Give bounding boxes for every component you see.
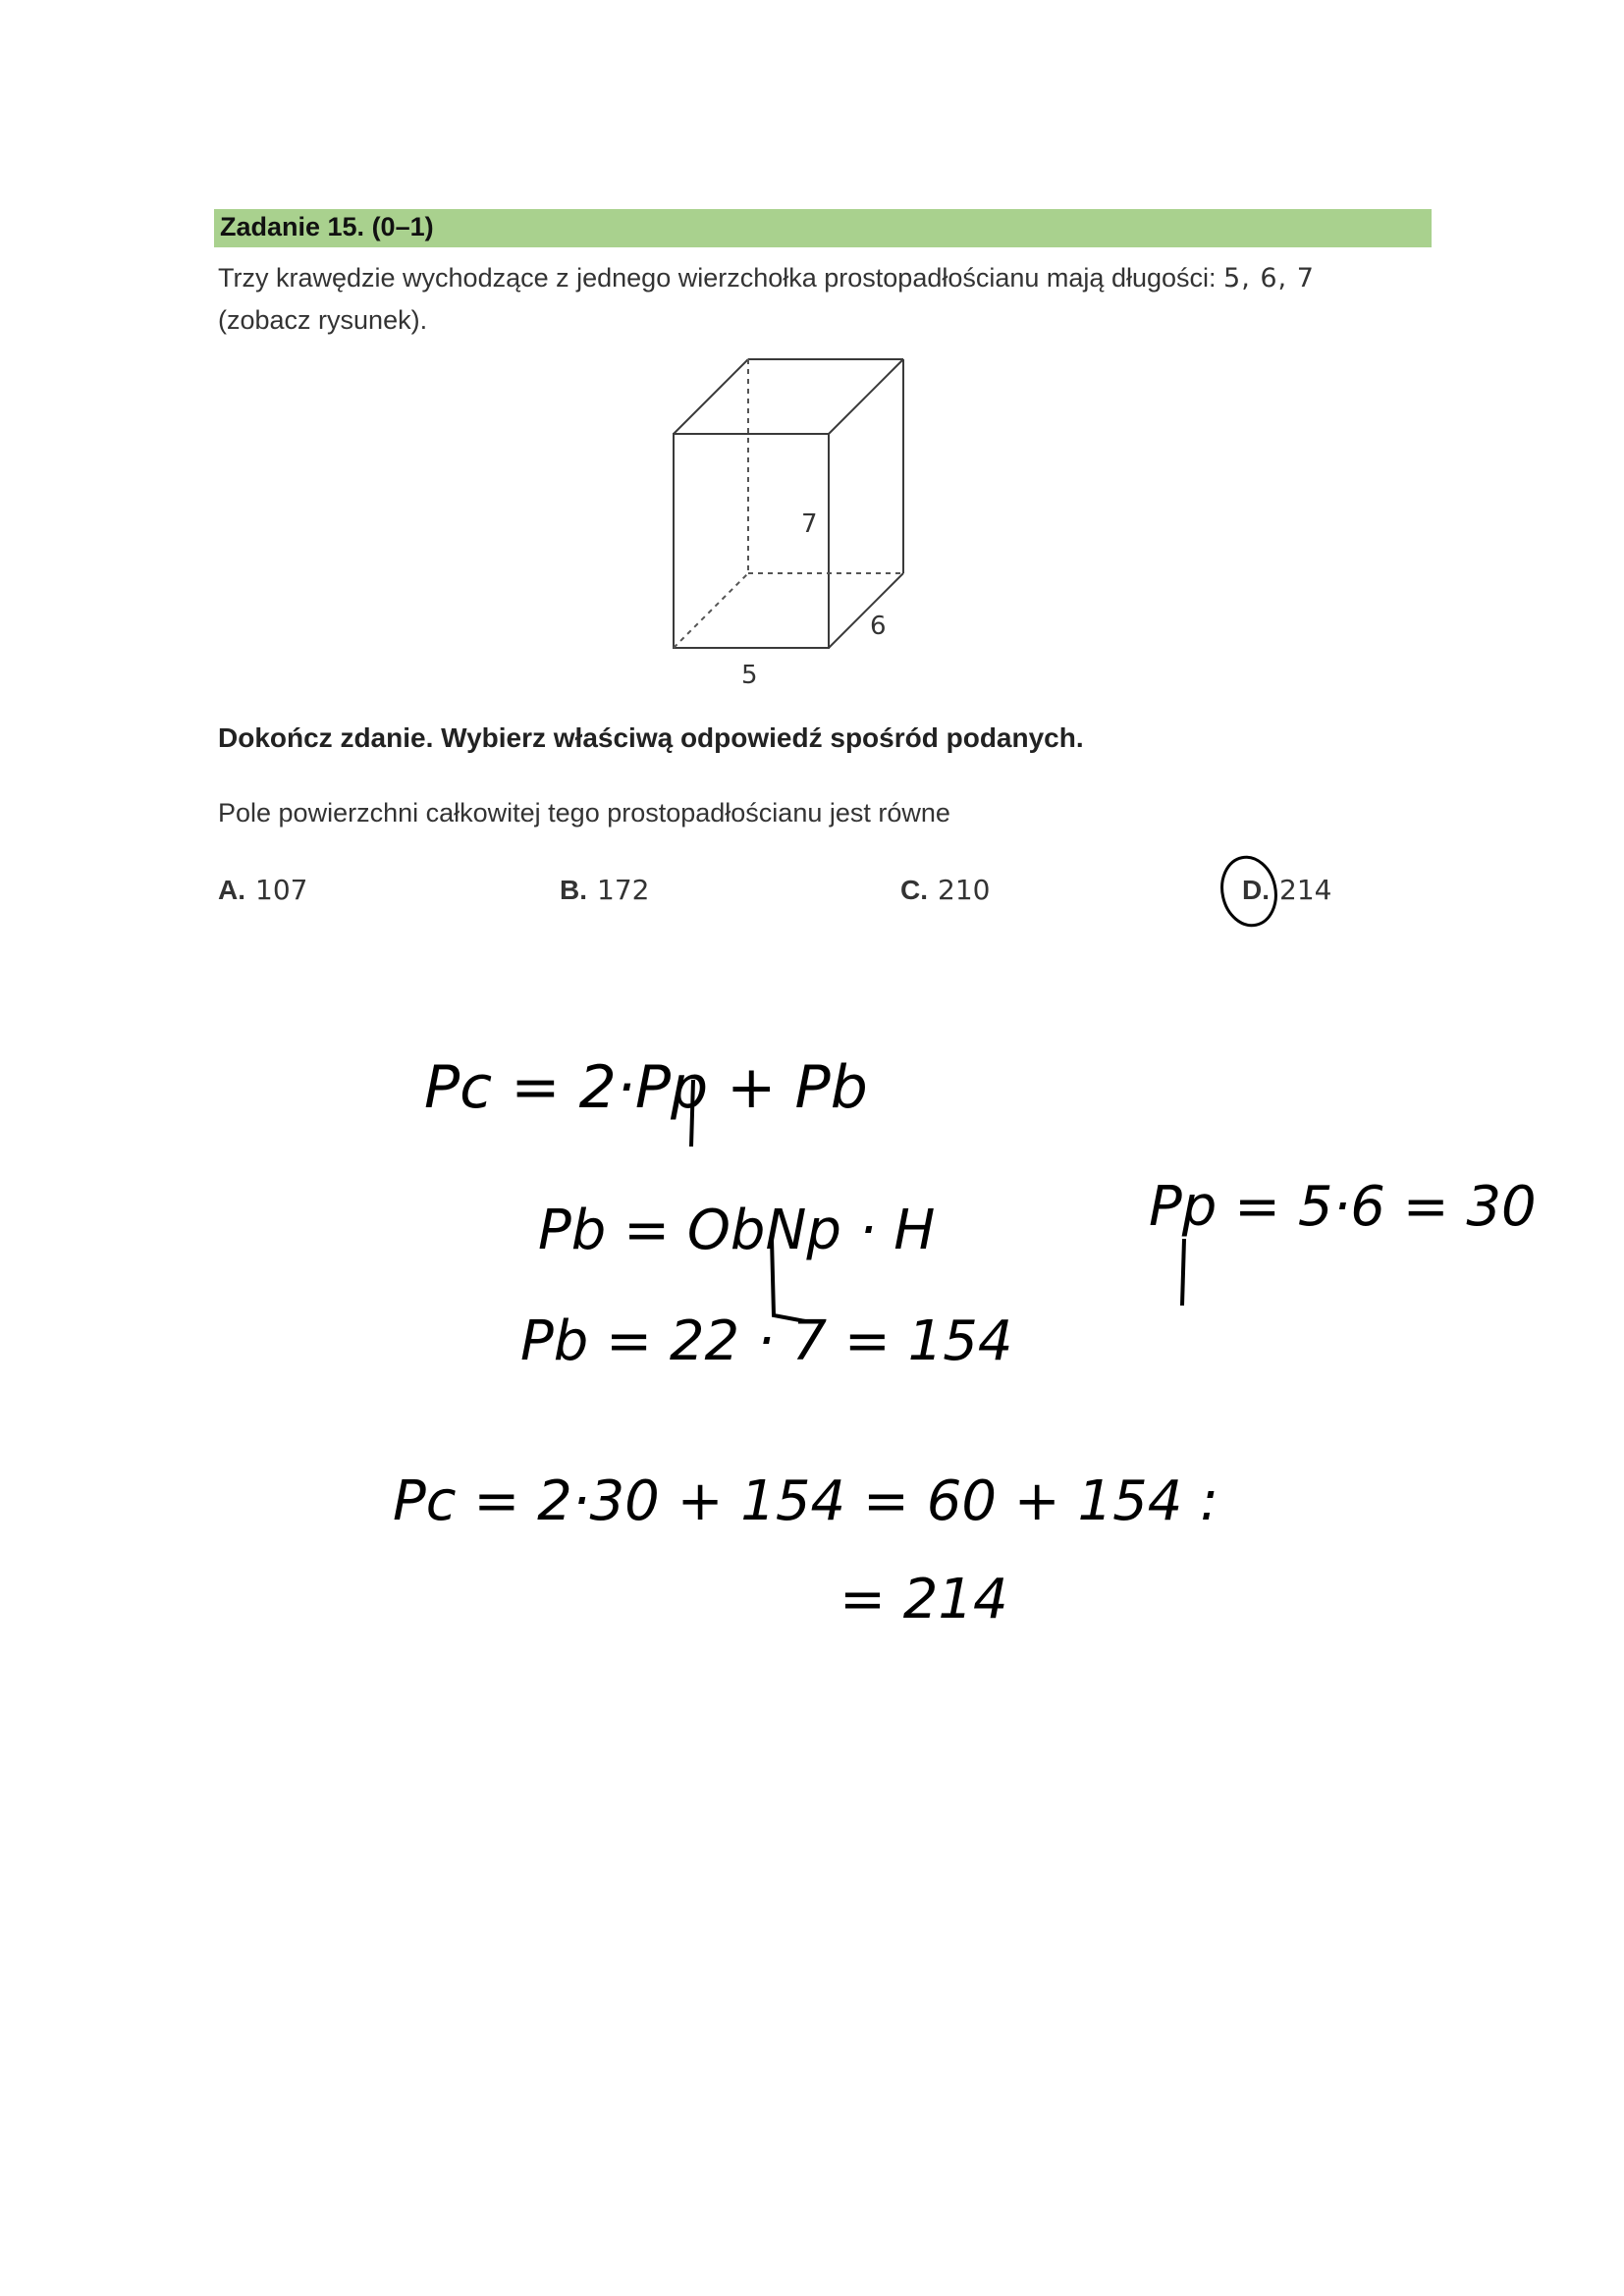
problem-text-line2: (zobacz rysunek).	[218, 305, 428, 335]
option-d-letter: D.	[1242, 875, 1270, 905]
option-b-letter: B.	[560, 875, 587, 905]
hw-stroke-pp-descender	[691, 1080, 693, 1147]
option-c-letter: C.	[900, 875, 928, 905]
option-b-value: 172	[597, 874, 650, 906]
option-c-value: 210	[938, 874, 991, 906]
label-width: 5	[741, 661, 758, 690]
label-depth: 6	[870, 612, 887, 641]
hw-formula-pb: Pb = ObNp · H	[538, 1199, 936, 1262]
answer-circle-mark	[1216, 852, 1281, 931]
hw-calc-pp: Pp = 5·6 = 30	[1149, 1175, 1537, 1239]
hw-result: = 214	[839, 1568, 1008, 1631]
question: Pole powierzchni całkowitej tego prostopadłościanu jest równe	[218, 798, 950, 828]
option-d-value: 214	[1279, 874, 1332, 906]
hw-calc-pb: Pb = 22 · 7 = 154	[520, 1309, 1013, 1373]
label-height: 7	[801, 509, 818, 539]
hw-calc-pc: Pc = 2·30 + 154 = 60 + 154 :	[393, 1469, 1219, 1533]
hw-stroke-pp2-descender	[1182, 1239, 1184, 1306]
problem-text-line1: Trzy krawędzie wychodzące z jednego wierzchołka prostopadłościanu mają długości:	[218, 263, 1217, 293]
task-title: Zadanie 15. (0–1)	[220, 212, 434, 241]
instruction: Dokończ zdanie. Wybierz właściwą odpowiedź spośród podanych.	[218, 722, 1084, 753]
edge-lengths: 5, 6, 7	[1223, 263, 1315, 294]
option-a-letter: A.	[218, 875, 245, 905]
option-a-value: 107	[255, 874, 308, 906]
hw-formula-pc: Pc = 2·Pp + Pb	[424, 1053, 868, 1122]
